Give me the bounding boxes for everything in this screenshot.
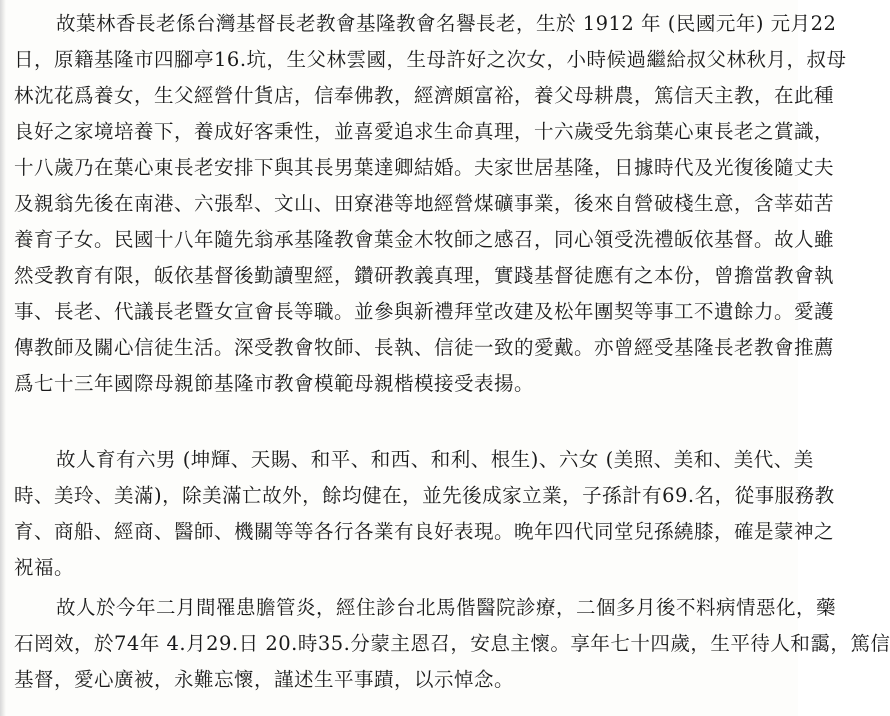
text-line: 爲七十三年國際母親節基隆市教會模範母親楷模接受表揚。 bbox=[14, 372, 535, 395]
paragraph-passing bbox=[14, 590, 890, 698]
text-line: 基督，愛心廣被，永難忘懷，謹述生平事蹟，以示悼念。 bbox=[14, 668, 515, 691]
text-line: 養育子女。民國十八年隨先翁承基隆教會葉金木牧師之感召，同心領受洗禮皈依基督。故人雖 bbox=[14, 228, 835, 251]
text-line: 事、長老、代議長老暨女宣會長等職。並參與新禮拜堂改建及松年團契等事工不遺餘力。愛護 bbox=[14, 300, 835, 323]
text-line: 育、商船、經商、醫師、機關等等各行各業有良好表現。晚年四代同堂兒孫繞膝，確是蒙神之 bbox=[14, 520, 835, 543]
text-line: 祝福。 bbox=[14, 556, 75, 579]
scan-edge-shadow bbox=[0, 0, 6, 716]
paragraph-family bbox=[14, 442, 835, 586]
text-line: 故人育有六男 (坤輝、天賜、和平、和西、和利、根生)、六女 (美照、美和、美代、美 bbox=[56, 448, 814, 471]
text-line: 良好之家境培養下，養成好客秉性，並喜愛追求生命真理，十六歲受先翁葉心東長老之賞識， bbox=[14, 120, 835, 143]
text-line: 然受教育有限，皈依基督後勤讀聖經，鑽研教義真理，實踐基督徒應有之本份，曾擔當教會執 bbox=[14, 264, 835, 287]
text-line: 及親翁先後在南港、六張犁、文山、田寮港等地經營煤礦事業，後來自營破棧生意，含莘茹苦 bbox=[14, 192, 835, 215]
text-line: 時、美玲、美滿)，除美滿亡故外，餘均健在，並先後成家立業，子孫計有69.名，從事服務教 bbox=[14, 484, 835, 507]
paragraph-biography bbox=[14, 6, 847, 402]
text-line: 故葉林香長老係台灣基督長老教會基隆教會名譽長老，生於 1912 年 (民國元年) 元月22 bbox=[56, 12, 837, 35]
text-line: 石罔效，於74年 4.月29.日 20.時35.分蒙主恩召，安息主懷。享年七十四歲，生平待人和靄，篤信 bbox=[14, 632, 890, 655]
text-line: 林沈花爲養女，生父經營什貨店，信奉佛教，經濟頗富裕，養父母耕農，篤信天主教，在此種 bbox=[14, 84, 835, 107]
text-line: 日，原籍基隆市四腳亭16.坑，生父林雲國，生母許好之次女，小時候過繼給叔父林秋月，叔母 bbox=[14, 48, 847, 71]
text-line: 故人於今年二月間罹患膽管炎，經住診台北馬偕醫院診療，二個多月後不料病情惡化，藥 bbox=[56, 596, 837, 619]
text-line: 十八歲乃在葉心東長老安排下與其長男葉達卿結婚。夫家世居基隆，日據時代及光復後隨丈夫 bbox=[14, 156, 835, 179]
text-line: 傳教師及關心信徒生活。深受教會牧師、長執、信徒一致的愛戴。亦曾經受基隆長老教會推薦 bbox=[14, 336, 835, 359]
